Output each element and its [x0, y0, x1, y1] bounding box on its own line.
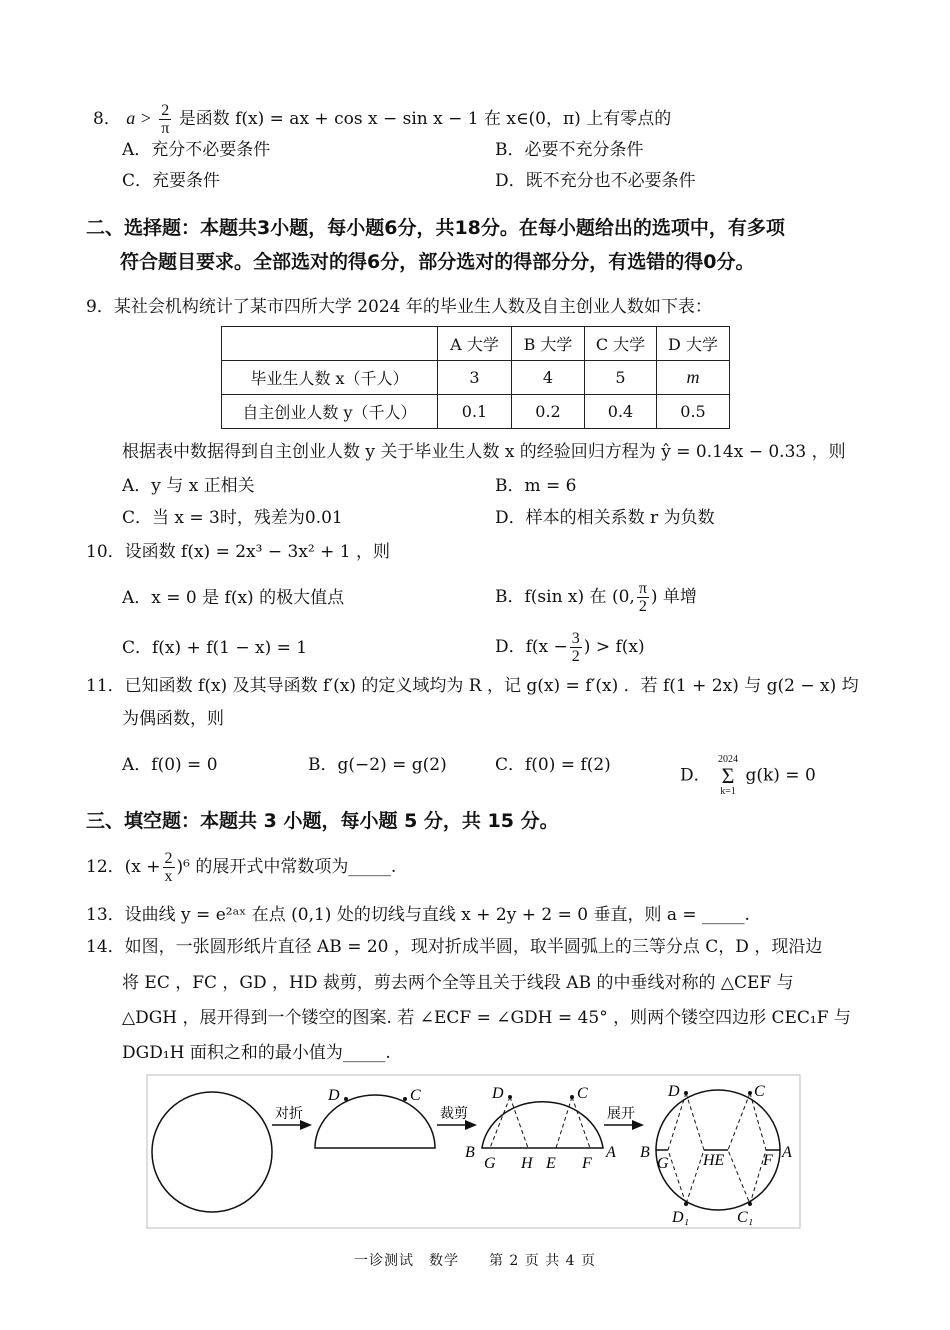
- table-cell: m: [657, 361, 730, 395]
- option-d: D．样本的相关系数 r 为负数: [495, 508, 715, 528]
- numerator: 2: [161, 102, 170, 119]
- option-a: A．y 与 x 正相关: [122, 476, 255, 496]
- q8-text: 是函数 f(x) = ax + cos x − sin x − 1 在 x∈(0，π) 上有零点的: [178, 109, 672, 129]
- question-11-stem: 11．已知函数 f(x) 及其导函数 f′(x) 的定义域均为 R ，记 g(x) = f′(x) ．若 f(1 + 2x) 与 g(2 − x) 均: [86, 676, 859, 696]
- point-label: B: [465, 1144, 475, 1161]
- numerator: π: [638, 580, 647, 597]
- option-text: D．f(x −: [495, 637, 568, 657]
- option-b: B．m = 6: [495, 476, 577, 496]
- fold-label: 对折: [275, 1106, 303, 1122]
- table-cell: 0.4: [585, 395, 657, 429]
- q-number: 8．: [93, 109, 121, 129]
- point-label: G: [484, 1155, 496, 1172]
- page-footer: 一诊测试 数学 第 2 页 共 4 页: [353, 1253, 597, 1269]
- point-label: A: [782, 1144, 792, 1161]
- point-label: G: [657, 1155, 669, 1172]
- question-11-stem-cont: 为偶函数，则: [122, 709, 224, 729]
- question-9-stem: 9．某社会机构统计了某市四所大学 2024 年的毕业生人数及自主创业人数如下表：: [86, 297, 712, 317]
- question-10-stem: 10．设函数 f(x) = 2x³ − 3x² + 1 ，则: [86, 542, 390, 562]
- numerator: 3: [571, 630, 580, 647]
- point-label: F: [763, 1152, 773, 1169]
- unfold-label: 展开: [607, 1106, 635, 1122]
- point-label: A: [606, 1144, 616, 1161]
- table-cell: 3: [438, 361, 512, 395]
- section-3-heading: 三、填空题：本题共 3 小题，每小题 5 分，共 15 分。: [86, 810, 559, 832]
- point-label: C: [577, 1085, 588, 1102]
- point-label: C₁: [737, 1209, 754, 1226]
- point-label: C: [754, 1083, 765, 1100]
- option-d: D．既不充分也不必要条件: [495, 171, 696, 191]
- table-cell: 0.2: [512, 395, 585, 429]
- point-label: HE: [703, 1152, 725, 1169]
- option-c: C．f(x) + f(1 − x) = 1: [122, 638, 308, 658]
- question-14-line: 14．如图，一张圆形纸片直径 AB = 20 ，现对折成半圆，取半圆弧上的三等分点 C，D ，现沿边: [86, 937, 823, 957]
- sum-lower: k=1: [720, 786, 736, 797]
- denominator: 2: [638, 598, 647, 615]
- table-cell: 4: [512, 361, 585, 395]
- question-14-line: DGD₁H 面积之和的最小值为_____.: [122, 1043, 391, 1063]
- option-a: A．充分不必要条件: [122, 140, 271, 160]
- option-a: A．x = 0 是 f(x) 的极大值点: [122, 588, 345, 608]
- point-label: D: [492, 1085, 504, 1102]
- denominator: 2: [571, 648, 580, 665]
- sigma-symbol: Σ: [721, 763, 735, 788]
- question-14-line: 将 EC ，FC ，GD ，HD 裁剪，剪去两个全等且关于线段 AB 的中垂线对称的 △CEF 与: [122, 973, 794, 993]
- denominator: x: [164, 868, 173, 885]
- q-text: 12．(x +: [86, 857, 161, 877]
- point-label: D: [668, 1083, 680, 1100]
- option-b: B．g(−2) = g(2): [308, 755, 447, 775]
- section-2-heading-cont: 符合题目要求。全部选对的得6分，部分选对的得部分分，有选错的得0分。: [120, 251, 755, 273]
- paper-circle: [152, 1092, 272, 1212]
- q-text: )⁶ 的展开式中常数项为_____.: [176, 857, 397, 877]
- point-label: C: [410, 1087, 421, 1104]
- section-2-heading: 二、选择题：本题共3小题，每小题6分，共18分。在每小题给出的选项中，有多项: [86, 217, 785, 239]
- point-label: H: [521, 1155, 533, 1172]
- option-text: ) 单增: [650, 587, 697, 607]
- option-c: C．当 x = 3时，残差为0.01: [122, 508, 343, 528]
- option-text: D．: [680, 765, 711, 786]
- table-cell: 自主创业人数 y（千人）: [222, 395, 438, 429]
- option-c: C．充要条件: [122, 171, 221, 191]
- cut-semicircle: [482, 1102, 603, 1148]
- point-label: D₁: [672, 1209, 690, 1226]
- table-cell: 0.5: [657, 395, 730, 429]
- table-cell: 5: [585, 361, 657, 395]
- q8-lhs: a >: [126, 108, 152, 128]
- option-c: C．f(0) = f(2): [495, 755, 611, 775]
- point-label: D: [328, 1087, 340, 1104]
- sum-upper: 2024: [718, 754, 739, 765]
- denominator: π: [161, 120, 170, 137]
- option-text: B．f(sin x) 在 (0,: [495, 587, 635, 607]
- table-cell: 0.1: [438, 395, 512, 429]
- table-header: C 大学: [585, 327, 657, 361]
- question-13: 13．设曲线 y = e²ᵃˣ 在点 (0,1) 处的切线与直线 x + 2y + 2 = 0 垂直，则 a = _____.: [86, 905, 750, 925]
- table-header: D 大学: [657, 327, 730, 361]
- table-header: A 大学: [438, 327, 512, 361]
- table-header: B 大学: [512, 327, 585, 361]
- point-label: E: [546, 1155, 556, 1172]
- regression-text: 根据表中数据得到自主创业人数 y 关于毕业生人数 x 的经验回归方程为 ŷ = 0.14x − 0.33 ，则: [122, 442, 846, 462]
- point-label: F: [582, 1155, 592, 1172]
- numerator: 2: [164, 850, 173, 867]
- table-cell: 毕业生人数 x（千人）: [222, 361, 438, 395]
- option-text: g(k) = 0: [745, 765, 816, 786]
- option-text: ) > f(x): [583, 637, 645, 657]
- cut-label: 裁剪: [440, 1106, 468, 1122]
- question-14-line: △DGH ，展开得到一个镂空的图案. 若 ∠ECF = ∠GDH = 45° ，则两个镂空四边形 CEC₁F 与: [122, 1008, 851, 1028]
- point-label: B: [640, 1144, 650, 1161]
- option-b: B．必要不充分条件: [495, 140, 644, 160]
- option-a: A．f(0) = 0: [122, 755, 218, 775]
